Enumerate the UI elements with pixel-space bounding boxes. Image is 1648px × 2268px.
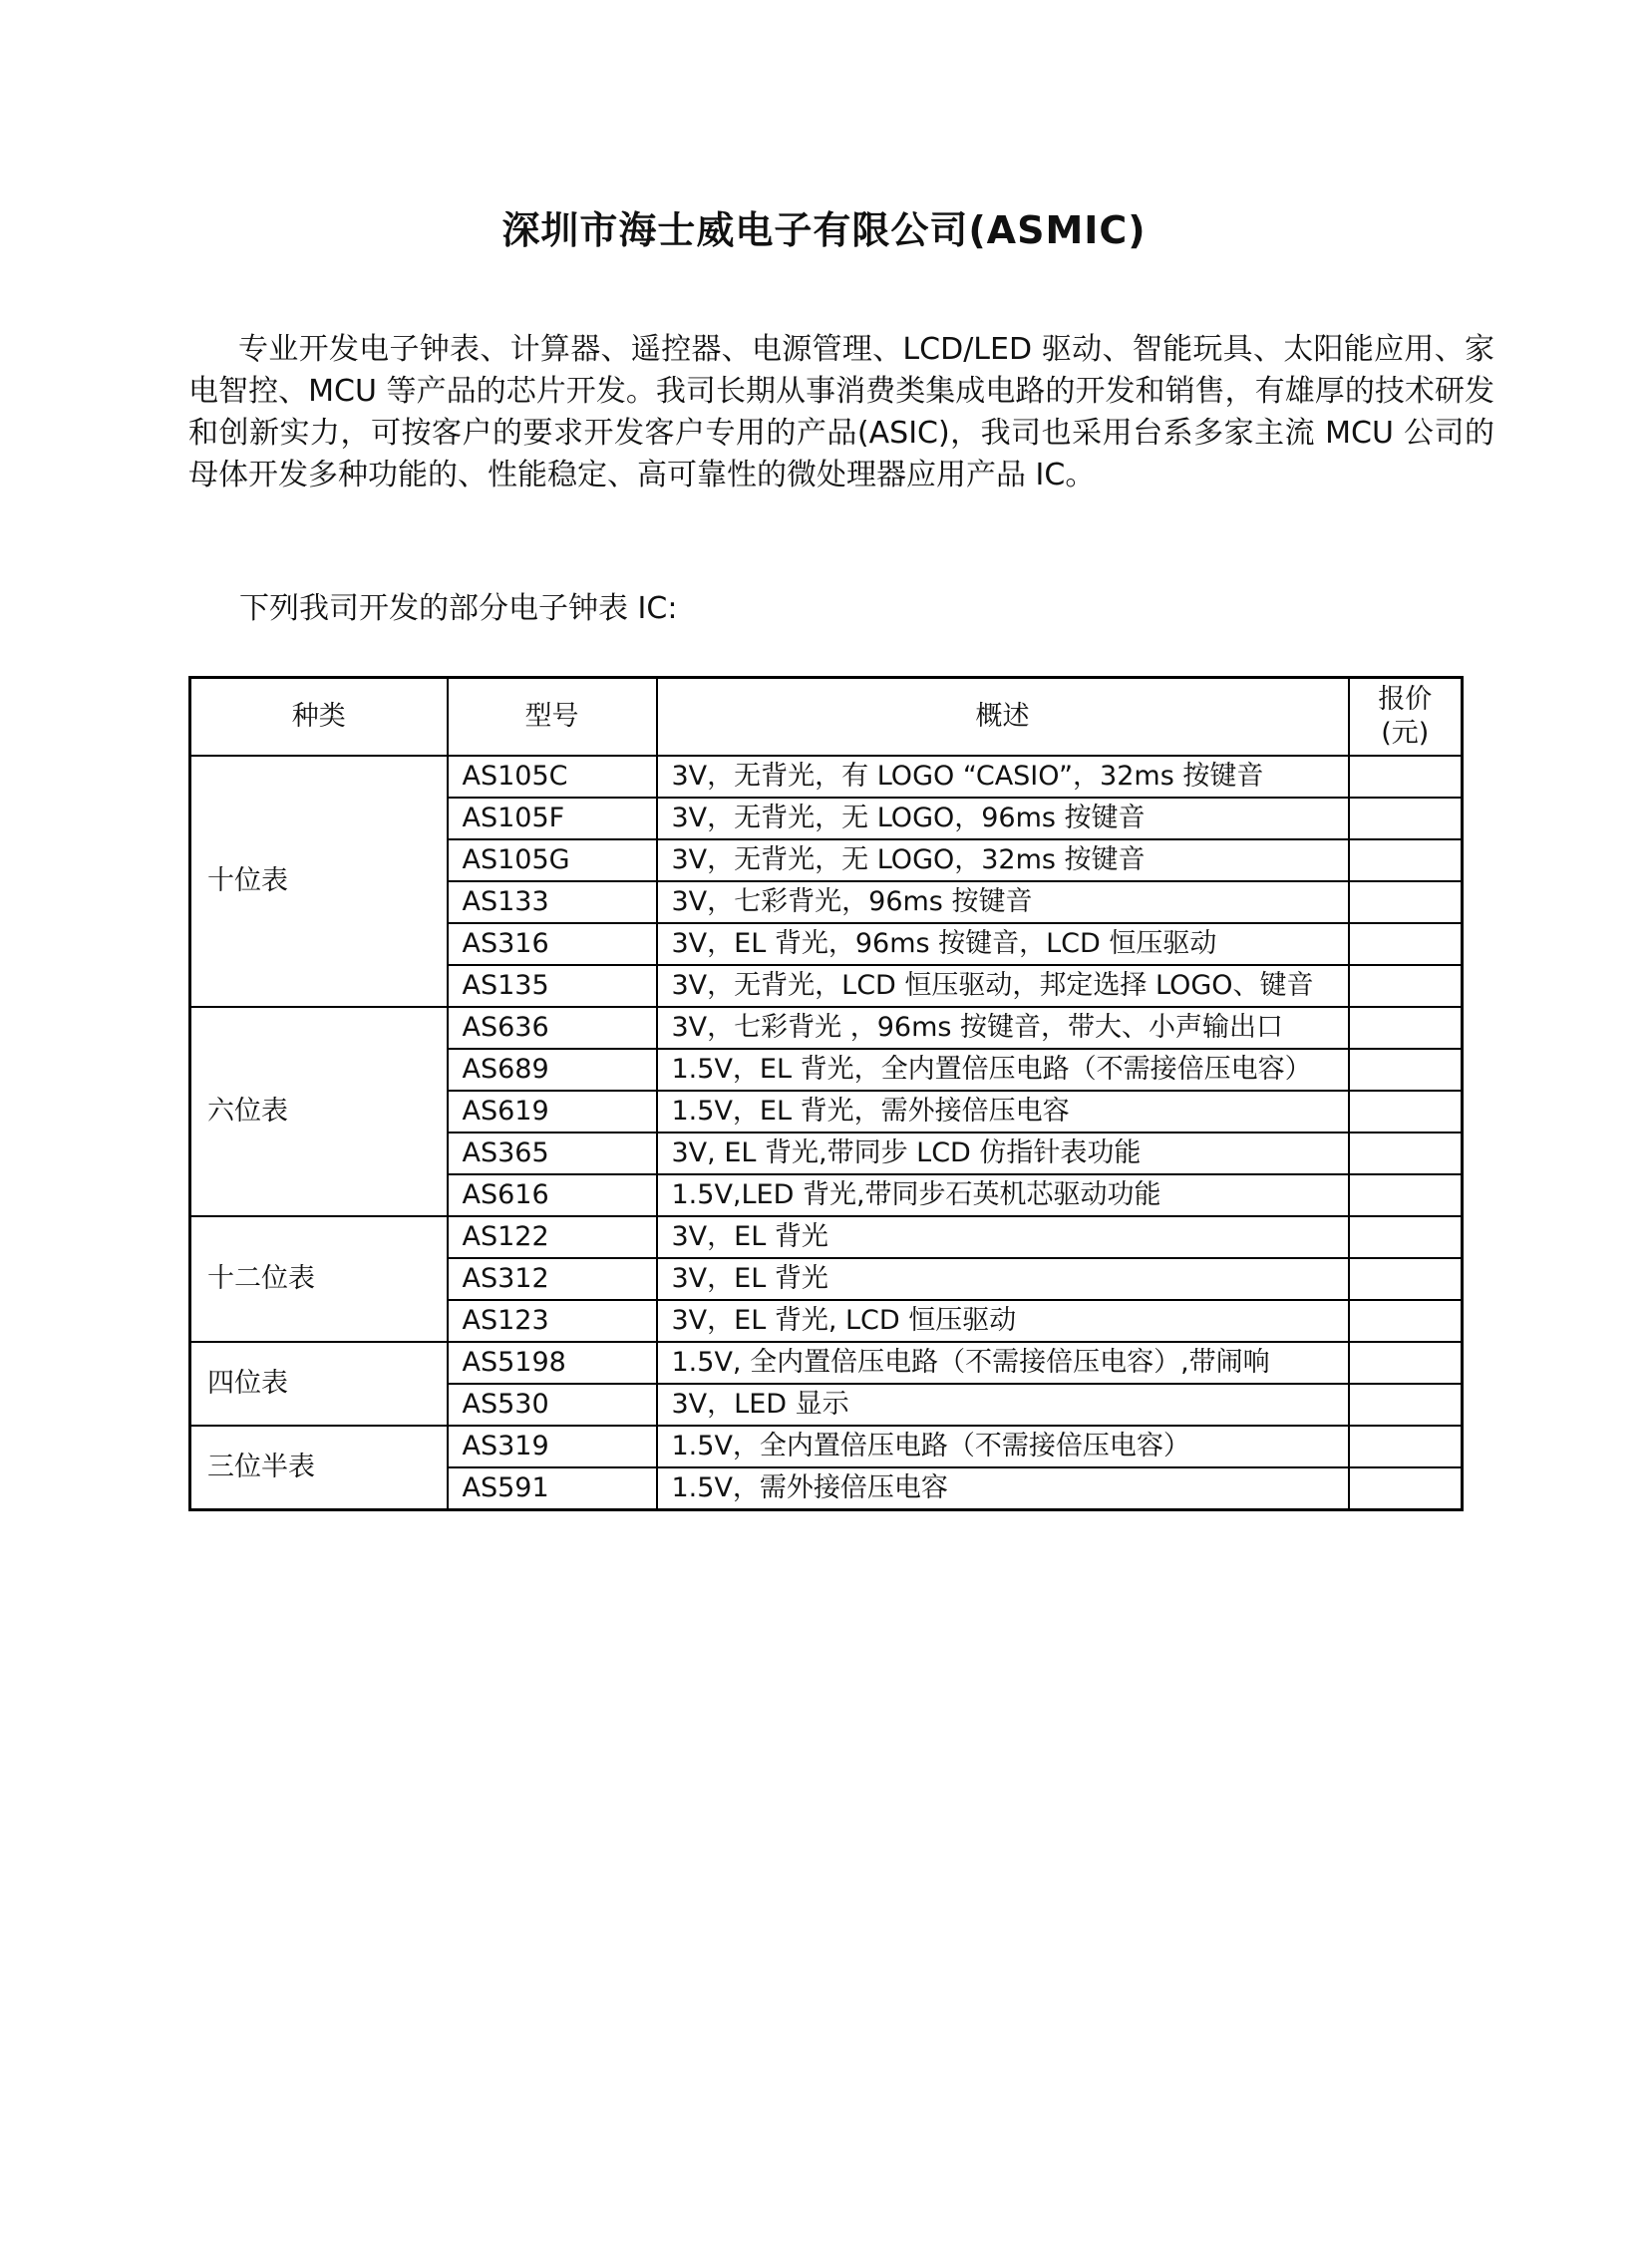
model-cell: AS316 bbox=[448, 923, 657, 965]
price-cell bbox=[1349, 1426, 1463, 1467]
model-cell: AS591 bbox=[448, 1467, 657, 1510]
description-cell: 1.5V，需外接倍压电容 bbox=[657, 1467, 1349, 1510]
document-title: 深圳市海士威电子有限公司(ASMIC) bbox=[501, 208, 1147, 252]
description-cell: 1.5V，全内置倍压电路（不需接倍压电容） bbox=[657, 1426, 1349, 1467]
table-row bbox=[190, 1426, 1463, 1467]
description-cell: 3V, EL 背光,带同步 LCD 仿指针表功能 bbox=[657, 1133, 1349, 1174]
model-cell: AS530 bbox=[448, 1384, 657, 1426]
description-cell: 3V，无背光，无 LOGO，96ms 按键音 bbox=[657, 798, 1349, 839]
price-cell bbox=[1349, 1216, 1463, 1258]
description-cell: 3V，七彩背光，96ms 按键音 bbox=[657, 881, 1349, 923]
model-cell: AS123 bbox=[448, 1300, 657, 1342]
model-cell: AS133 bbox=[448, 881, 657, 923]
description-cell: 3V，无背光，有 LOGO “CASIO”，32ms 按键音 bbox=[657, 756, 1349, 798]
description-cell: 1.5V，EL 背光，全内置倍压电路（不需接倍压电容） bbox=[657, 1049, 1349, 1091]
model-cell: AS5198 bbox=[448, 1342, 657, 1384]
model-cell: AS319 bbox=[448, 1426, 657, 1467]
header-model: 型号 bbox=[448, 678, 657, 757]
description-cell: 1.5V,LED 背光,带同步石英机芯驱动功能 bbox=[657, 1174, 1349, 1216]
model-cell: AS312 bbox=[448, 1258, 657, 1300]
description-cell: 3V，七彩背光 ，96ms 按键音，带大、小声输出口 bbox=[657, 1007, 1349, 1049]
category-cell: 三位半表 bbox=[190, 1426, 448, 1510]
table-header-row bbox=[190, 678, 1463, 757]
description-cell: 3V，EL 背光 bbox=[657, 1216, 1349, 1258]
description-cell: 3V，无背光，无 LOGO，32ms 按键音 bbox=[657, 839, 1349, 881]
header-price-line2: (元) bbox=[1381, 718, 1430, 749]
description-cell: 3V，EL 背光 bbox=[657, 1258, 1349, 1300]
header-price bbox=[1349, 678, 1463, 757]
price-cell bbox=[1349, 1049, 1463, 1091]
model-cell: AS135 bbox=[448, 965, 657, 1007]
model-cell: AS636 bbox=[448, 1007, 657, 1049]
header-category: 种类 bbox=[190, 678, 448, 757]
model-cell: AS105G bbox=[448, 839, 657, 881]
price-cell bbox=[1349, 756, 1463, 798]
category-cell: 十二位表 bbox=[190, 1216, 448, 1342]
intro-paragraph: 专业开发电子钟表、计算器、遥控器、电源管理、LCD/LED 驱动、智能玩具、太阳能应用、家电智控、MCU 等产品的芯片开发。我司长期从事消费类集成电路的开发和销售，有雄厚的技术研发和创新实力，可按客户的要求开发客户专用的产品(ASIC)，我司也采用台系多家主流 MCU 公司的母体开发多种功能的、性能稳定、高可靠性的微处理器应用产品 IC。 bbox=[188, 332, 1494, 492]
description-cell: 3V，无背光，LCD 恒压驱动，邦定选择 LOGO、键音 bbox=[657, 965, 1349, 1007]
price-cell bbox=[1349, 839, 1463, 881]
model-cell: AS365 bbox=[448, 1133, 657, 1174]
model-cell: AS616 bbox=[448, 1174, 657, 1216]
category-cell: 四位表 bbox=[190, 1342, 448, 1426]
price-cell bbox=[1349, 798, 1463, 839]
header-price-line1: 报价 bbox=[1378, 684, 1433, 715]
price-cell bbox=[1349, 1258, 1463, 1300]
price-cell bbox=[1349, 1467, 1463, 1510]
table-row bbox=[190, 1007, 1463, 1049]
table-row bbox=[190, 756, 1463, 798]
price-cell bbox=[1349, 1384, 1463, 1426]
description-cell: 3V，EL 背光, LCD 恒压驱动 bbox=[657, 1300, 1349, 1342]
category-cell: 十位表 bbox=[190, 756, 448, 1007]
price-cell bbox=[1349, 965, 1463, 1007]
price-cell bbox=[1349, 1133, 1463, 1174]
model-cell: AS105F bbox=[448, 798, 657, 839]
model-cell: AS105C bbox=[448, 756, 657, 798]
category-cell: 六位表 bbox=[190, 1007, 448, 1216]
price-cell bbox=[1349, 881, 1463, 923]
description-cell: 3V，EL 背光，96ms 按键音，LCD 恒压驱动 bbox=[657, 923, 1349, 965]
price-cell bbox=[1349, 1091, 1463, 1133]
table-intro: 下列我司开发的部分电子钟表 IC: bbox=[239, 591, 678, 626]
price-cell bbox=[1349, 1300, 1463, 1342]
table-row bbox=[190, 1216, 1463, 1258]
model-cell: AS122 bbox=[448, 1216, 657, 1258]
table-row bbox=[190, 1342, 1463, 1384]
model-cell: AS619 bbox=[448, 1091, 657, 1133]
price-cell bbox=[1349, 1342, 1463, 1384]
price-cell bbox=[1349, 1007, 1463, 1049]
description-cell: 1.5V, 全内置倍压电路（不需接倍压电容）,带闹响 bbox=[657, 1342, 1349, 1384]
price-cell bbox=[1349, 1174, 1463, 1216]
price-cell bbox=[1349, 923, 1463, 965]
description-cell: 1.5V，EL 背光，需外接倍压电容 bbox=[657, 1091, 1349, 1133]
ic-table bbox=[188, 676, 1464, 1511]
description-cell: 3V，LED 显示 bbox=[657, 1384, 1349, 1426]
model-cell: AS689 bbox=[448, 1049, 657, 1091]
header-description: 概述 bbox=[657, 678, 1349, 757]
table-body bbox=[190, 756, 1463, 1510]
